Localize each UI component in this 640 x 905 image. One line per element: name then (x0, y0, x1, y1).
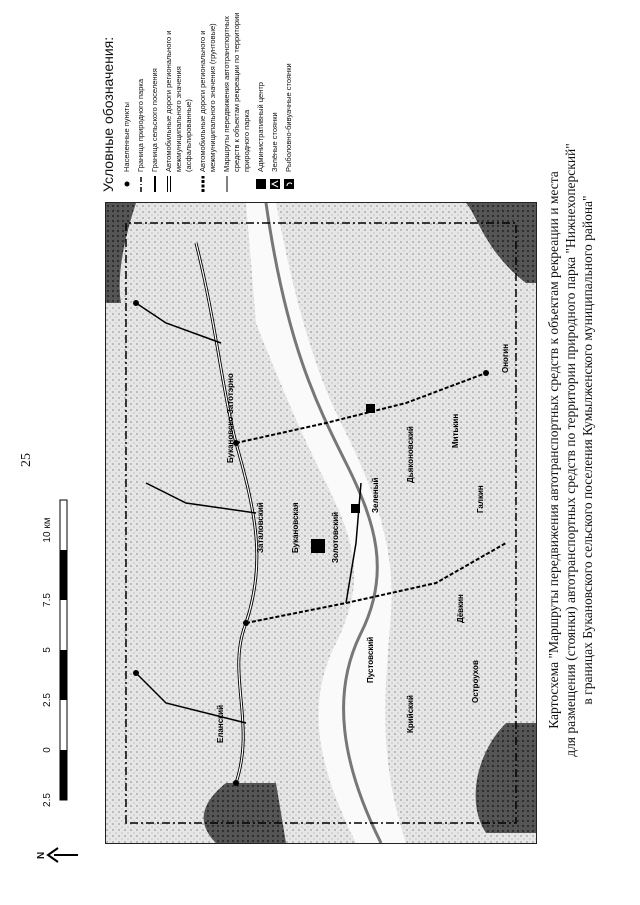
place-label: Крийский (406, 695, 415, 733)
admin-center-icon (256, 176, 266, 192)
green-parking-marker (351, 504, 360, 513)
dirt-road-icon (198, 176, 208, 192)
place-label: Заталовский (256, 502, 265, 553)
settlement-dot (243, 620, 249, 626)
place-label: Галкин (476, 485, 485, 513)
legend-label: Автомобильные дороги регионального и межмуниципального значения (асфальтированные) (164, 30, 193, 172)
place-label: Остроухов (471, 660, 480, 703)
legend-item (150, 12, 160, 192)
title-line-2: для размещения (стоянки) автотранспортных средств по территории природного парка "Нижнехоперский" (563, 143, 578, 757)
north-arrow (36, 840, 80, 870)
park-boundary-icon (136, 176, 146, 192)
scale-tick: 10 км (42, 517, 53, 543)
scale-tick: 5 (42, 647, 53, 653)
legend-label: Граница сельского поселения (150, 68, 159, 172)
fishing-camp-icon (284, 176, 294, 192)
terrain-texture (106, 203, 536, 843)
scale-tick: 2.5 (42, 693, 53, 707)
place-label: Пустовский (366, 636, 375, 683)
legend-label: Маршруты передвижения автотранспортных средств к объектам рекреации по территории природного парка (222, 12, 251, 172)
legend-item (122, 12, 132, 192)
legend-item (164, 12, 194, 192)
fishing-camp-marker (366, 404, 375, 413)
place-label: Дьяконовский (406, 426, 415, 483)
map-title (545, 40, 596, 860)
map-graphics (106, 203, 536, 843)
page-number: 25 (19, 453, 34, 467)
green-parking-icon (270, 176, 280, 192)
settlement-dot (133, 670, 139, 676)
legend-label: Автомобильные дороги регионального и межмуниципального значения (грунтовые) (198, 23, 217, 172)
scale-bar-graphic (58, 480, 78, 810)
settlement-dot (133, 300, 139, 306)
scale-tick: 2.5 (42, 793, 53, 807)
title-line-1: Картосхема "Маршруты передвижения автотранспортных средств к объектам рекреации и места (546, 171, 561, 729)
place-label: Золотовский (331, 511, 340, 563)
settlement-dot (233, 780, 239, 786)
legend-label: Рыболовно-бивуачные стоянки (284, 63, 293, 172)
scale-bar (42, 480, 82, 810)
legend-item (270, 12, 280, 192)
map-legend (100, 12, 298, 192)
route-icon (222, 176, 232, 192)
legend-label: Граница природного парка (136, 79, 145, 172)
legend-label: Зелёные стоянки (270, 112, 279, 172)
north-label: N (36, 851, 47, 859)
legend-label: Административный центр (256, 82, 265, 172)
place-label: Еланский (216, 705, 225, 743)
paved-road-icon (164, 176, 174, 192)
legend-title: Условные обозначения: (100, 36, 116, 192)
map-area (105, 202, 537, 844)
legend-item (198, 12, 218, 192)
place-label: Зеленый (371, 477, 380, 513)
place-label: Дёвкин (456, 594, 465, 623)
legend-item (284, 12, 294, 192)
place-label: Оногин (501, 343, 510, 373)
place-label: Митькин (451, 413, 460, 448)
legend-label: Населенные пункты (122, 102, 131, 172)
admin-center-marker (311, 539, 325, 553)
place-label: Букановская (291, 502, 300, 553)
scale-tick: 0 (42, 747, 53, 753)
legend-item (256, 12, 266, 192)
legend-item (222, 12, 252, 192)
legend-item (136, 12, 146, 192)
title-line-3: в границах Букановского сельского поселения Кумылженского муниципального района" (580, 195, 595, 705)
dot-icon (122, 176, 132, 192)
place-label: Букановско-Затотэрно (226, 373, 235, 463)
settlement-dot (483, 370, 489, 376)
scale-tick: 7.5 (42, 593, 53, 607)
settlement-boundary-icon (150, 176, 160, 192)
